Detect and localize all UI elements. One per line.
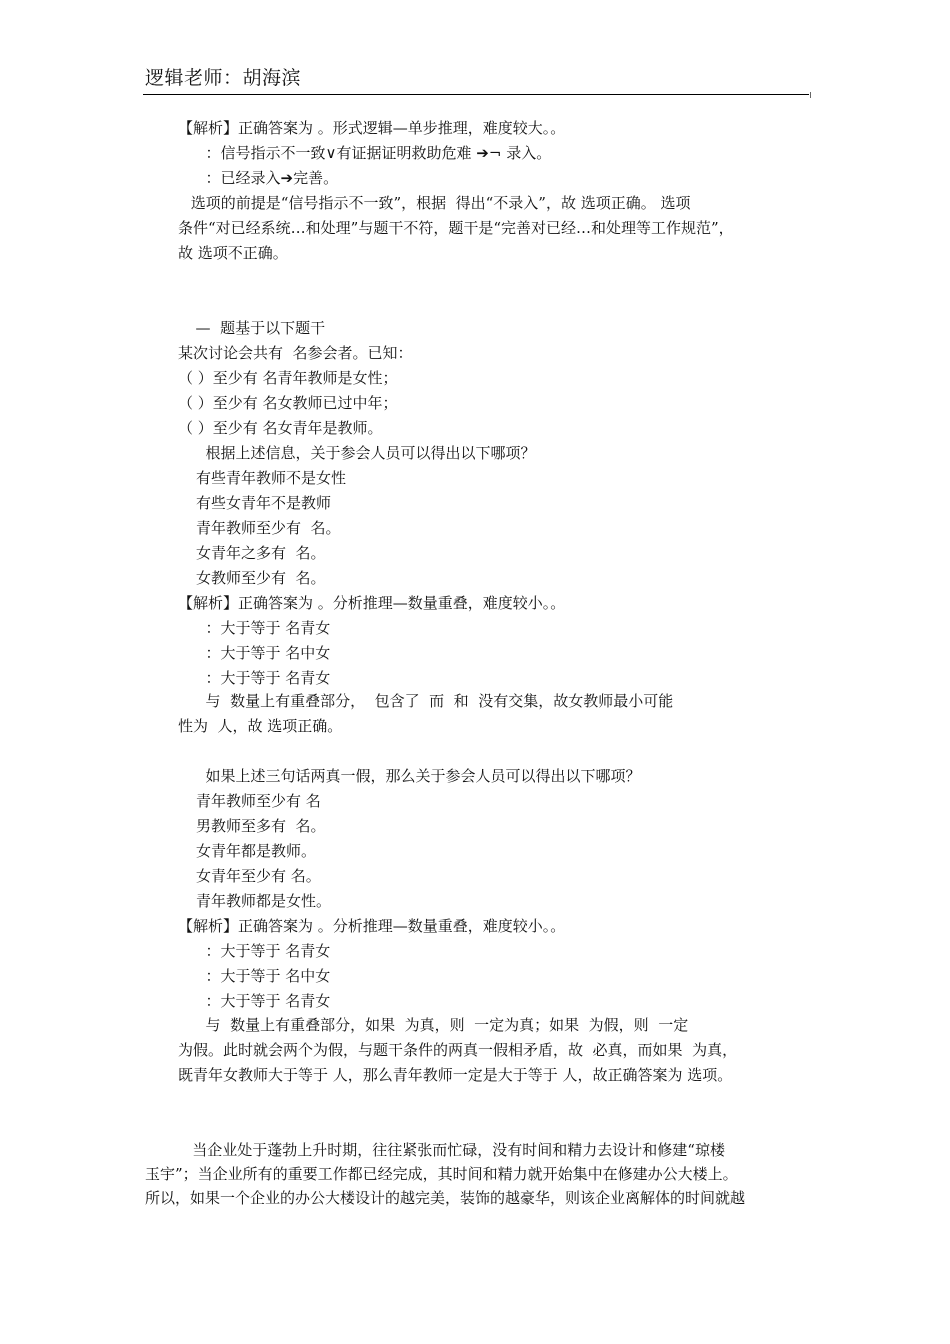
text-line: 玉宇”；当企业所有的重要工作都已经完成，其时间和精力就开始集中在修建办公大楼上。 [145, 1165, 738, 1183]
text-line: ：大于等于 名中女 [196, 644, 331, 662]
text-line: 为假。此时就会两个为假，与题干条件的两真一假相矛盾，故 必真，而如果 为真， [178, 1041, 738, 1059]
text-line: — 题基于以下题干 [186, 319, 326, 337]
text-line: 所以，如果一个企业的办公大楼设计的越完美，装饰的越豪华，则该企业离解体的时间就越 [145, 1189, 746, 1207]
text-line: 如果上述三句话两真一假，那么关于参会人员可以得出以下哪项？ [196, 767, 641, 785]
text-line: 既青年女教师大于等于 人，那么青年教师一定是大于等于 人，故正确答案为 选项。 [178, 1066, 733, 1084]
text-line: 当企业处于蓬勃上升时期，往往紧张而忙碌，没有时间和精力去设计和修建“琼楼 [178, 1141, 725, 1159]
text-line: 男教师至多有 名。 [196, 817, 326, 835]
text-line: （ ）至少有 名青年教师是女性； [178, 369, 398, 387]
text-line: 有些女青年不是教师 [196, 494, 332, 512]
page-header [143, 64, 809, 95]
text-line: ：已经录入➔完善。 [196, 169, 339, 187]
text-line: 有些青年教师不是女性 [196, 469, 347, 487]
text-line: ：信号指示不一致∨有证据证明救助危难 ➔¬ 录入。 [196, 144, 552, 162]
text-line: 女青年都是教师。 [196, 842, 317, 860]
text-line: 根据上述信息，关于参会人员可以得出以下哪项？ [196, 444, 536, 462]
text-line: 【解析】正确答案为 。形式逻辑—单步推理，难度较大。。 [178, 119, 566, 137]
text-line: 某次讨论会共有 名参会者。已知： [178, 344, 413, 362]
text-line: 青年教师至少有 名。 [196, 519, 341, 537]
text-line: ：大于等于 名青女 [196, 992, 331, 1010]
header-rule-end [810, 92, 811, 98]
text-line: （ ）至少有 名女青年是教师。 [178, 419, 383, 437]
text-line: 与 数量上有重叠部分， 包含了 而 和 没有交集，故女教师最小可能 [196, 692, 674, 710]
text-line: 女青年至少有 名。 [196, 867, 321, 885]
text-line: ：大于等于 名青女 [196, 619, 331, 637]
text-line: 【解析】正确答案为 。分析推理—数量重叠，难度较小。。 [178, 917, 566, 935]
header-title: 逻辑老师：胡海滨 [145, 67, 302, 89]
text-line: （ ）至少有 名女教师已过中年； [178, 394, 398, 412]
text-line: ：大于等于 名青女 [196, 942, 331, 960]
text-line: ：大于等于 名青女 [196, 669, 331, 687]
text-line: 女青年之多有 名。 [196, 544, 326, 562]
text-line: 【解析】正确答案为 。分析推理—数量重叠，难度较小。。 [178, 594, 566, 612]
text-line: 选项的前提是“信号指示不一致”，根据 得出“不录入”，故 选项正确。 选项 [186, 194, 691, 212]
text-line: 青年教师至少有 名 [196, 792, 321, 810]
text-line: 故 选项不正确。 [178, 244, 288, 262]
text-line: 条件“对已经系统…和处理”与题干不符，题干是“完善对已经…和处理等工作规范”， [178, 219, 734, 237]
text-line: 女教师至少有 名。 [196, 569, 326, 587]
text-line: 青年教师都是女性。 [196, 892, 332, 910]
text-line: 性为 人，故 选项正确。 [178, 717, 343, 735]
text-line: 与 数量上有重叠部分，如果 为真，则 一定为真；如果 为假，则 一定 [196, 1016, 689, 1034]
text-line: ：大于等于 名中女 [196, 967, 331, 985]
